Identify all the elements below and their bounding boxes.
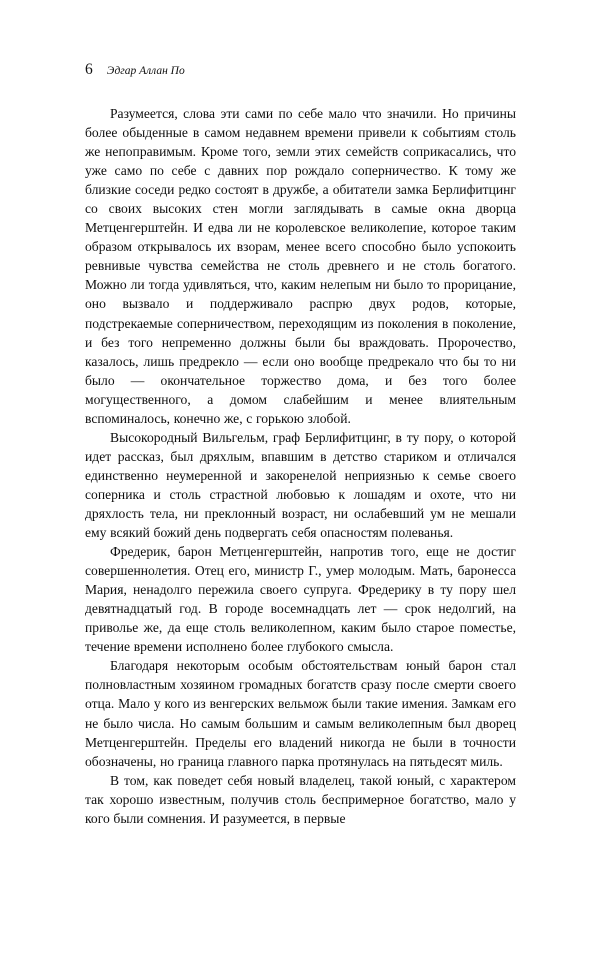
running-title: Эдгар Аллан По xyxy=(106,65,185,77)
paragraph: Высокородный Вильгельм, граф Берлифитцинг, в ту пору, о которой идет рассказ, был дряхлым, впавшим в детство стариком и отличался единственно неумеренной и закоренелой неприязнью к семье своего соперника и столь страстной любовью к лошадям и охоте, что ни дряхлость тела, ни преклонный возраст, ни ослабевший ум не мешали ему всякий божий день подвергать себя опасностям полеванья. xyxy=(85,429,516,541)
body-copy xyxy=(85,104,516,828)
text-block xyxy=(85,62,516,828)
paragraph: Разумеется, слова эти сами по себе мало что значили. Но причины более обыденные в самом недавнем времени привели к событиям столь же непоправимым. Кроме того, земли этих семейств соприкасались, что уже само по себе с давних пор рождало соперничество. К тому же близкие соседи редко состоят в дружбе, а обитатели замка Берлифитцинг со своих высоких стен могли заглядывать в самые окна дворца Метценгерштейн. И едва ли не королевское великолепие, которое таким образом открывалось их взорам, менее всего способно было успокоить ревнивые чувства семейства не столь древнего и не столь богатого. Можно ли тогда удивляться, что, каким нелепым ни было то прорицание, оно вызвало и поддерживало распрю двух родов, которые, подстрекаемые соперничеством, переходящим из поколения в поколение, и без того непременно должны были бы враждовать. Пророчество, казалось, лишь предрекло — если оно вообще предрекало что бы то ни было — окончательное торжество дома, и без того более могущественного, а домом слабейшим и менее влиятельным вспоминалось, конечно же, с горькою злобой. xyxy=(85,106,516,426)
paragraph: Фредерик, барон Метценгерштейн, напротив того, еще не достиг совершеннолетия. Отец его, министр Г., умер молодым. Мать, баронесса Мария, ненадолго пережила своего супруга. Фредерику в ту пору шел девятнадцатый год. В городе восемнадцать лет — срок недолгий, на приволье же, да еще столь великолепном, каким было старое поместье, течение времени исполнено более глубокого смысла. xyxy=(85,544,516,655)
running-head xyxy=(85,62,516,84)
paragraph: Благодаря некоторым особым обстоятельствам юный барон стал полновластным хозяином громадных богатств сразу после смерти своего отца. Мало у кого из венгерских вельмож были такие имения. Замкам его не было числа. Но самым большим и самым великолепным был дворец Метценгерштейн. Пределы его владений никогда не были в точности обозначены, но граница главного парка протянулась на пятьдесят миль. xyxy=(85,658,516,769)
page-number: 6 xyxy=(85,61,93,78)
paragraph: В том, как поведет себя новый владелец, такой юный, с характером так хорошо известным, получив столь беспримерное богатство, мало у кого были сомнения. И разумеется, в первые xyxy=(85,772,516,826)
